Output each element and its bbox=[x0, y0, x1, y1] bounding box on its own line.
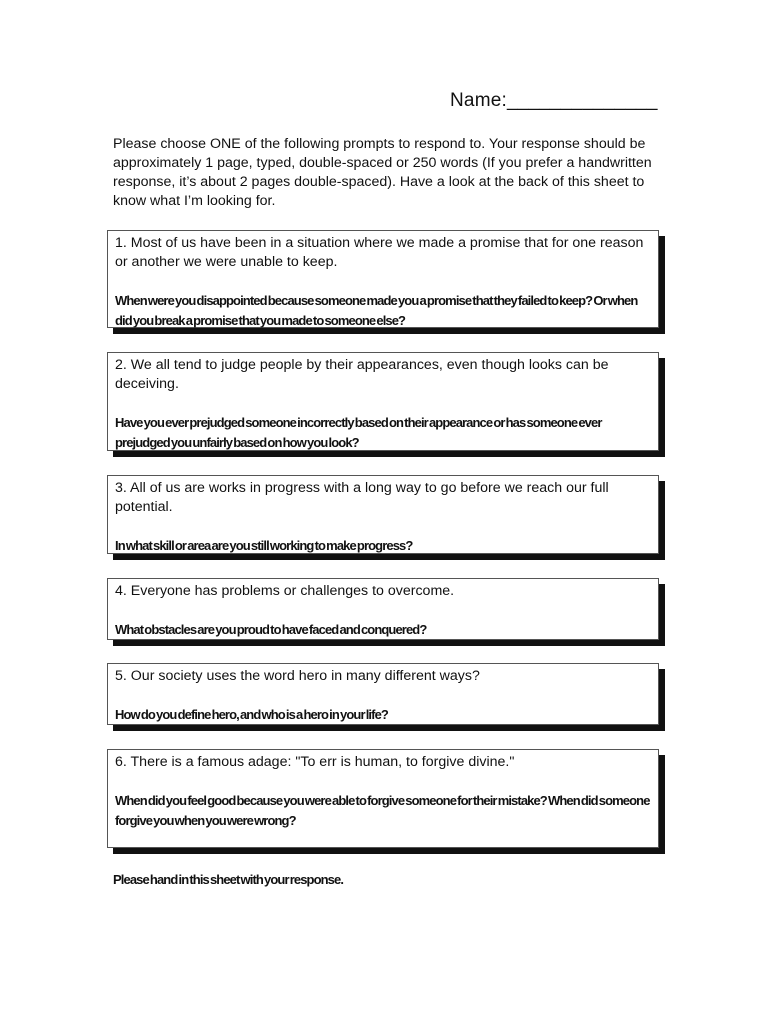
prompt-box-6 bbox=[107, 749, 659, 848]
prompt-box-4 bbox=[107, 578, 659, 640]
prompt-4-statement: 4. Everyone has problems or challenges to overcome. bbox=[115, 583, 455, 599]
name-field-label: Name:______________ bbox=[450, 90, 658, 111]
prompt-6-statement: 6. There is a famous adage: "To err is human, to forgive divine." bbox=[115, 754, 515, 770]
prompt-box-5 bbox=[107, 663, 659, 725]
prompt-box-1 bbox=[107, 230, 659, 328]
prompt-3-question: In what skill or area are you still working to make progress? bbox=[115, 538, 413, 553]
prompt-4-question: What obstacles are you proud to have faced and conquered? bbox=[115, 622, 427, 637]
prompt-6-question: When did you feel good because you were able to forgive someone for their mistake? When did someone forgive you when you were wrong? bbox=[115, 793, 650, 828]
prompt-5-statement: 5. Our society uses the word hero in many different ways? bbox=[115, 668, 480, 684]
instructions-paragraph: Please choose ONE of the following prompts to respond to. Your response should be approximately 1 page, typed, double-spaced or 250 words (If you prefer a handwritten response, it’s about 2 pages double-spaced). Have a look at the back of this sheet to know what I’m looking for. bbox=[113, 136, 652, 209]
prompt-1-statement: 1. Most of us have been in a situation where we made a promise that for one reason or another we were unable to keep. bbox=[115, 235, 644, 270]
prompt-5-question: How do you define hero, and who is a hero in your life? bbox=[115, 707, 388, 722]
prompt-box-2 bbox=[107, 352, 659, 451]
prompt-2-question: Have you ever prejudged someone incorrectly based on their appearance or has someone ever prejudged you unfairly based on how you look? bbox=[115, 415, 602, 450]
prompt-box-3 bbox=[107, 475, 659, 554]
prompt-3-statement: 3. All of us are works in progress with a long way to go before we reach our full potential. bbox=[115, 480, 609, 515]
prompt-1-question: When were you disappointed because someone made you a promise that they failed to keep? Or when did you break a promise that you made to someone else? bbox=[115, 293, 638, 328]
prompt-2-statement: 2. We all tend to judge people by their appearances, even though looks can be deceiving. bbox=[115, 357, 609, 392]
closing-instruction: Please hand in this sheet with your response. bbox=[113, 872, 344, 887]
